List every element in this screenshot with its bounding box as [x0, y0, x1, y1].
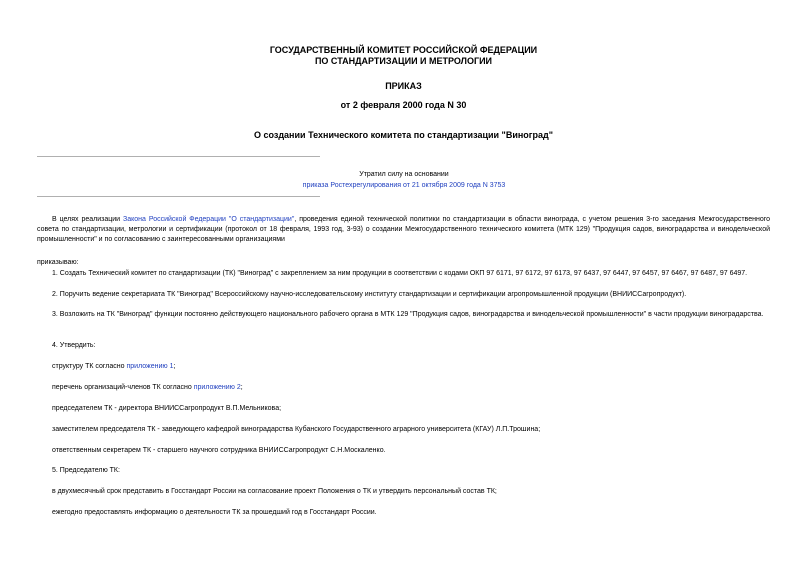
item-5b: ежегодно предоставлять информацию о деятельности ТК за прошедший год в Госстандарт России.: [52, 509, 377, 516]
document-date-number: от 2 февраля 2000 года N 30: [340, 100, 467, 110]
item-4a: [52, 362, 770, 372]
preamble-paragraph: [37, 215, 770, 245]
item-4b-end: ;: [240, 384, 243, 391]
divider-bottom: [37, 196, 320, 197]
committee-name-line1: ГОСУДАРСТВЕННЫЙ КОМИТЕТ РОССИЙСКОЙ ФЕДЕРАЦИИ: [269, 45, 538, 55]
item-1: 1. Создать Технический комитет по стандартизации (ТК) "Виноград" с закреплением за ним продукции в соответствии с кодами ОКП 97 6171, 97 6172, 97 6173, 97 6437, 97 6447, 97 6457, 97 6467, 97 6487, 97 6497.: [52, 270, 748, 277]
committee-name-line2: ПО СТАНДАРТИЗАЦИИ И МЕТРОЛОГИИ: [314, 56, 493, 66]
item-3: 3. Возложить на ТК "Виноград" функции постоянно действующего национального рабочего органа в МТК 129 "Продукция садов, виноградарства и винодельческой промышленности" в части продукции виноградарства.: [52, 311, 764, 318]
item-2: 2. Поручить ведение секретариата ТК "Виноград" Всероссийскому научно-исследовательскому институту стандартизации и сертификации агропромышленной продукции (ВНИИССагропродукт).: [52, 291, 687, 298]
document-title: О создании Технического комитета по стандартизации "Виноград": [253, 130, 554, 140]
item-4a-end: ;: [173, 363, 176, 370]
divider-top: [37, 156, 320, 157]
document-type: ПРИКАЗ: [385, 81, 422, 91]
standardization-law-link[interactable]: Закона Российской Федерации "О стандартизации": [123, 216, 295, 223]
item-4b: [52, 383, 770, 393]
preamble-text-end: , проведения единой технической политики по стандартизации в области винограда, с учетом решения 3-го заседания Межгосударственного совета по стандартизации, метрологии и сертификации (протокол от 18 февраля, 1993 год, 3-93) о создании Межгосударственного технического комитета (МТК 129) "Продукция садов, виноградарства и винодельческой промышленности" и по согласованию с заинтересованными организациями: [37, 216, 771, 243]
item-4b-text: перечень организаций-членов ТК согласно: [52, 384, 194, 391]
repeal-order-link[interactable]: приказа Ростехрегулирования от 21 октября 2009 года N 3753: [302, 182, 506, 189]
item-5: 5. Председателю ТК:: [52, 467, 120, 474]
appendix-1-link[interactable]: приложению 1: [126, 363, 174, 370]
item-5a: в двухмесячный срок представить в Госстандарт России на согласование проект Положения о ТК и утвердить персональный состав ТК;: [52, 488, 497, 495]
item-4c: председателем ТК - директора ВНИИССагропродукт В.П.Мельникова;: [52, 405, 282, 412]
order-word: приказываю:: [37, 259, 79, 266]
repeal-status-text: Утратил силу на основании: [359, 171, 449, 178]
repeal-status-line: [200, 181, 608, 190]
item-4d: заместителем председателя ТК - заведующего кафедрой виноградарства Кубанского Государственного аграрного университета (КГАУ) Л.П.Трошина;: [52, 426, 541, 433]
item-4a-text: структуру ТК согласно: [52, 363, 127, 370]
preamble-text-start: В целях реализации: [52, 216, 123, 223]
item-4: 4. Утвердить:: [52, 342, 96, 349]
appendix-2-link[interactable]: приложению 2: [193, 384, 241, 391]
item-4e: ответственным секретарем ТК - старшего научного сотрудника ВНИИССагропродукт С.Н.Москаленко.: [52, 447, 386, 454]
